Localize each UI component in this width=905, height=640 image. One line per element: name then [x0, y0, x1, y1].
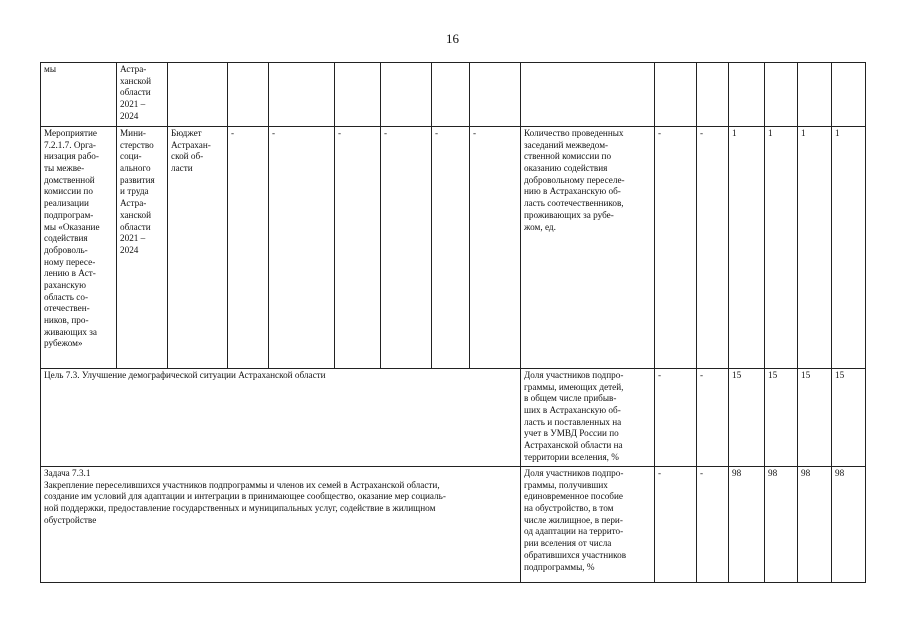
- finance-cell: [269, 63, 335, 127]
- value-cell: [832, 63, 866, 127]
- table-row: [41, 63, 866, 127]
- value-cell: 1: [765, 127, 798, 369]
- value-cell: -: [655, 127, 697, 369]
- table-row: [41, 467, 866, 583]
- value-cell: 1: [729, 127, 765, 369]
- finance-cell: -: [335, 127, 381, 369]
- indicator-cell: Доля участников подпро- граммы, получивших единовременное пособие на обустройство, в том числе жилищное, в пери- од адаптации на террито- рии вселения от числа обратившихся участников подпрограммы, %: [521, 467, 655, 583]
- value-cell: [729, 63, 765, 127]
- event-cell: мы: [41, 63, 117, 127]
- value-cell: 15: [765, 369, 798, 467]
- value-cell: 98: [798, 467, 832, 583]
- executor-cell: Астра- ханской области 2021 – 2024: [117, 63, 168, 127]
- finance-cell: -: [381, 127, 432, 369]
- value-cell: -: [697, 369, 729, 467]
- value-cell: [697, 63, 729, 127]
- value-cell: -: [655, 467, 697, 583]
- indicator-cell: [521, 63, 655, 127]
- value-cell: 98: [832, 467, 866, 583]
- indicator-cell: Количество проведенных заседаний межведом- ственной комиссии по оказанию содействия добровольному переселе- нию в Астраханскую об- ласть соотечественников, проживающих за рубе- жом, ед.: [521, 127, 655, 369]
- source-cell: [168, 63, 228, 127]
- finance-cell: -: [228, 127, 269, 369]
- finance-cell: -: [432, 127, 470, 369]
- value-cell: 15: [832, 369, 866, 467]
- value-cell: 98: [729, 467, 765, 583]
- value-cell: 15: [729, 369, 765, 467]
- task-cell: Задача 7.3.1 Закрепление переселившихся участников подпрограммы и членов их семей в Астраханской области, создание им условий для адаптации и интеграции в принимающее сообщество, оказание мер социаль- ной поддержки, предоставление государственных и муниципальных услуг, содействие в жилищном обустройстве: [41, 467, 521, 583]
- source-cell: Бюджет Астрахан- ской об- ласти: [168, 127, 228, 369]
- value-cell: 1: [798, 127, 832, 369]
- value-cell: -: [697, 467, 729, 583]
- value-cell: 15: [798, 369, 832, 467]
- finance-cell: [432, 63, 470, 127]
- executor-cell: Мини- стерство соци- ального развития и труда Астра- ханской области 2021 – 2024: [117, 127, 168, 369]
- goal-cell: Цель 7.3. Улучшение демографической ситуации Астраханской области: [41, 369, 521, 467]
- value-cell: [798, 63, 832, 127]
- value-cell: -: [655, 369, 697, 467]
- finance-cell: [470, 63, 521, 127]
- finance-cell: [335, 63, 381, 127]
- value-cell: -: [697, 127, 729, 369]
- finance-cell: [228, 63, 269, 127]
- program-table: [40, 62, 866, 583]
- event-cell: Мероприятие 7.2.1.7. Орга- низация рабо- ты межве- домственной комиссии по реализации подпрограм- мы «Оказание содействия доброволь- ному пересе- лению в Аст- раханскую область со- отечествен- ников, про- живающих за рубежом»: [41, 127, 117, 369]
- finance-cell: -: [470, 127, 521, 369]
- page-number: 16: [446, 31, 459, 46]
- finance-cell: -: [269, 127, 335, 369]
- table-row: [41, 369, 866, 467]
- table-row: [41, 127, 866, 369]
- indicator-cell: Доля участников подпро- граммы, имеющих детей, в общем числе прибыв- ших в Астраханскую об- ласть и поставленных на учет в УМВД России по Астраханской области на территории вселения, %: [521, 369, 655, 467]
- value-cell: [655, 63, 697, 127]
- value-cell: 98: [765, 467, 798, 583]
- finance-cell: [381, 63, 432, 127]
- value-cell: 1: [832, 127, 866, 369]
- value-cell: [765, 63, 798, 127]
